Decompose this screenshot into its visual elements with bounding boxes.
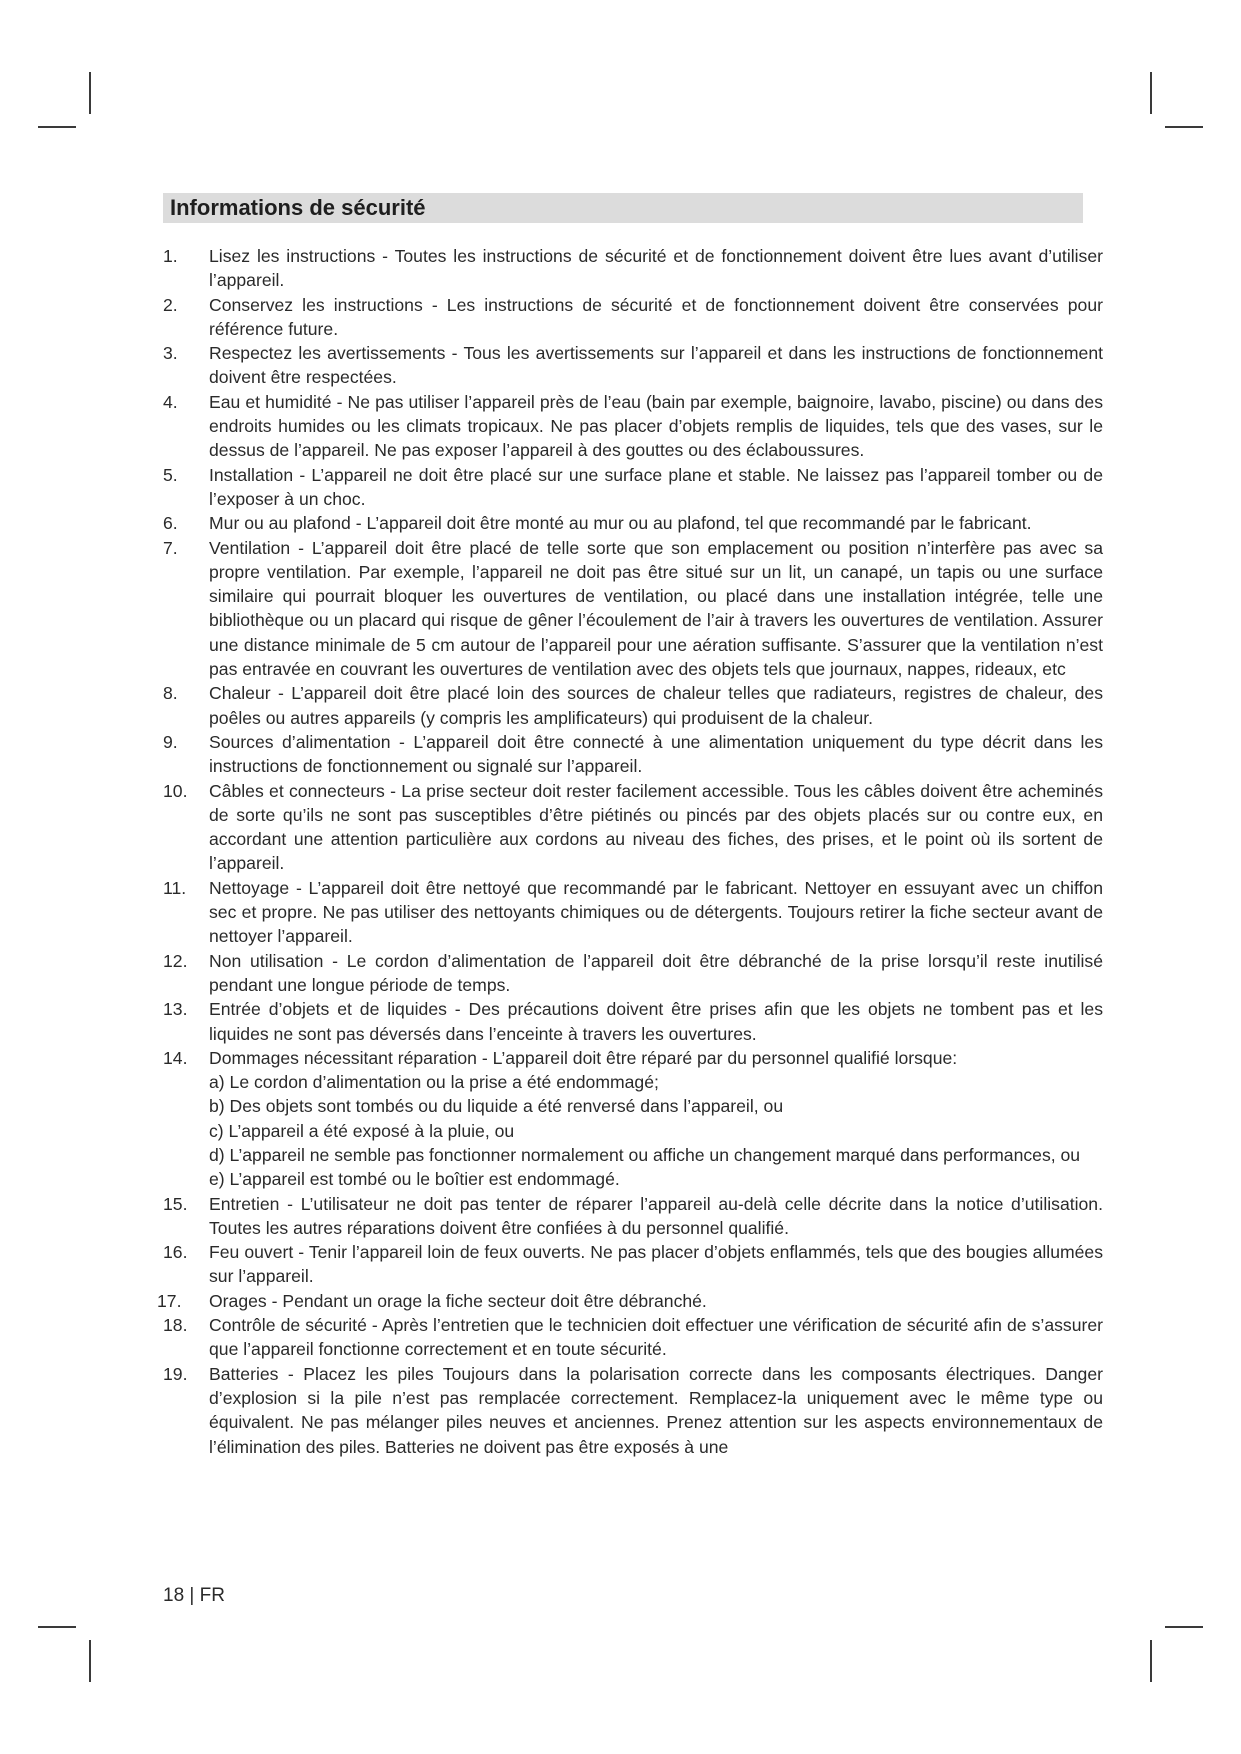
list-item-text: Entrée d’objets et de liquides - Des précautions doivent être prises afin que les objets ne tombent pas et les liquides ne sont pas déversés dans l’enceinte à travers les ouvertures. xyxy=(209,999,1103,1044)
list-item xyxy=(163,293,1103,342)
list-item-text: Nettoyage - L’appareil doit être nettoyé que recommandé par le fabricant. Nettoyer en essuyant avec un chiffon sec et propre. Ne pas utiliser des nettoyants chimiques ou de détergents. Toujours retirer la fiche secteur avant de nettoyer l’appareil. xyxy=(209,877,1103,947)
crop-mark-top-right-horizontal xyxy=(1165,126,1203,128)
list-item-number: 11. xyxy=(163,877,187,898)
list-item-number: 12. xyxy=(163,950,188,971)
list-item-text: Dommages nécessitant réparation - L’appareil doit être réparé par du personnel qualifié lorsque: xyxy=(209,1047,958,1068)
list-item-number: 14. xyxy=(163,1047,188,1068)
list-item-number: 6. xyxy=(163,513,178,534)
list-item-text: Chaleur - L’appareil doit être placé loin des sources de chaleur telles que radiateurs, registres de chaleur, des poêles ou autres appareils (y compris les amplificateurs) qui produisent de la chaleur. xyxy=(209,683,1103,728)
list-subitem: a) Le cordon d’alimentation ou la prise a été endommagé; xyxy=(209,1072,659,1093)
list-item xyxy=(163,1192,1103,1241)
list-item xyxy=(163,779,1103,876)
list-item-number: 2. xyxy=(163,294,178,315)
list-item-number: 15. xyxy=(163,1193,188,1214)
list-item-text: Mur ou au plafond - L’appareil doit être monté au mur ou au plafond, tel que recommandé par le fabricant. xyxy=(209,513,1032,534)
list-item-number: 4. xyxy=(163,391,178,412)
list-item xyxy=(163,1046,1103,1192)
list-item xyxy=(163,536,1103,682)
list-item xyxy=(163,681,1103,730)
crop-mark-top-left-vertical xyxy=(89,72,91,114)
list-item-number: 10. xyxy=(163,780,188,801)
list-item xyxy=(163,390,1103,463)
list-item xyxy=(157,1289,1103,1313)
list-item-number: 5. xyxy=(163,464,178,485)
list-item xyxy=(163,1362,1103,1459)
list-subitem: d) L’appareil ne semble pas fonctionner normalement ou affiche un changement marqué dans performances, ou xyxy=(209,1144,1081,1165)
list-item-text: Feu ouvert - Tenir l’appareil loin de feux ouverts. Ne pas placer d’objets enflammés, tels que des bougies allumées sur l’appareil. xyxy=(209,1242,1103,1287)
list-item-text: Batteries - Placez les piles Toujours dans la polarisation correcte dans les composants électriques. Danger d’explosion si la pile n’est pas remplacée correctement. Remplacez-la uniquement avec le même type ou équivalent. Ne pas mélanger piles neuves et anciennes. Prenez attention sur les aspects environnementaux de l’élimination des piles. Batteries ne doivent pas être exposés à une xyxy=(209,1363,1103,1457)
crop-mark-bottom-left-vertical xyxy=(89,1640,91,1682)
list-item-text: Orages - Pendant un orage la fiche secteur doit être débranché. xyxy=(209,1290,707,1311)
page-footer: 18 | FR xyxy=(163,1585,225,1606)
list-item-text: Installation - L’appareil ne doit être placé sur une surface plane et stable. Ne laissez pas l’appareil tomber ou de l’exposer à un choc. xyxy=(209,464,1103,509)
list-item xyxy=(163,1313,1103,1362)
crop-mark-top-right-vertical xyxy=(1150,72,1152,114)
list-item xyxy=(163,1240,1103,1289)
list-item-number: 19. xyxy=(163,1363,188,1384)
list-item-number: 1. xyxy=(163,246,178,266)
list-item-number: 13. xyxy=(163,999,188,1020)
list-item xyxy=(163,730,1103,779)
list-item-text: Ventilation - L’appareil doit être placé de telle sorte que son emplacement ou position n’interfère pas avec sa propre ventilation. Par exemple, l’appareil ne doit pas être situé sur un lit, un canapé, un tapis ou une surface similaire qui pourrait bloquer les ouvertures de ventilation, ou placé dans une installation intégrée, telle une bibliothèque ou un placard qui risque de gêner l’écoulement de l’air à travers les ouvertures de ventilation. Assurer une distance minimale de 5 cm autour de l’appareil pour une aération suffisante. S’assurer que la ventilation n’est pas entravée en couvrant les ouvertures de ventilation avec des objets tels que journaux, nappes, rideaux, etc xyxy=(209,537,1103,680)
list-item-text: Eau et humidité - Ne pas utiliser l’appareil près de l’eau (bain par exemple, baignoire, lavabo, piscine) ou dans des endroits humides ou les climats tropicaux. Ne pas placer d’objets remplis de liquides, tels que des vases, sur le dessus de l’appareil. Ne pas exposer l’appareil à des gouttes ou des éclaboussures. xyxy=(209,391,1103,461)
list-item-text: Conservez les instructions - Les instructions de sécurité et de fonctionnement doivent être conservées pour référence future. xyxy=(209,294,1103,339)
list-item xyxy=(163,997,1103,1046)
list-item-number: 3. xyxy=(163,343,178,364)
list-item-text: Sources d’alimentation - L’appareil doit être connecté à une alimentation uniquement du type décrit dans les instructions de fonctionnement ou signalé sur l’appareil. xyxy=(209,731,1103,777)
list-item xyxy=(163,244,1103,293)
list-subitem: b) Des objets sont tombés ou du liquide a été renversé dans l’appareil, ou xyxy=(209,1096,784,1117)
list-item-text: Entretien - L’utilisateur ne doit pas tenter de réparer l’appareil au-delà celle décrite dans la notice d’utilisation. Toutes les autres réparations doivent être confiées à du personnel qualifié. xyxy=(209,1193,1103,1238)
list-subitem: e) L’appareil est tombé ou le boîtier est endommagé. xyxy=(209,1169,620,1190)
section-heading-bar xyxy=(163,193,1083,223)
list-item xyxy=(163,341,1103,390)
list-item-text: Lisez les instructions - Toutes les instructions de sécurité et de fonctionnement doivent être lues avant d’utiliser l’appareil. xyxy=(209,246,1103,291)
list-item-number: 16. xyxy=(163,1242,188,1263)
crop-mark-top-left-horizontal xyxy=(38,126,76,128)
list-item-text: Non utilisation - Le cordon d’alimentation de l’appareil doit être débranché de la prise lorsqu’il reste inutilisé pendant une longue période de temps. xyxy=(209,950,1103,995)
crop-mark-bottom-right-vertical xyxy=(1150,1640,1152,1682)
crop-mark-bottom-left-horizontal xyxy=(38,1626,76,1628)
list-item-number: 8. xyxy=(163,683,178,704)
list-item-number: 7. xyxy=(163,537,178,558)
section-heading: Informations de sécurité xyxy=(170,195,426,220)
safety-instructions-list xyxy=(157,244,1103,1459)
list-item-number: 17. xyxy=(157,1290,182,1311)
list-item xyxy=(163,511,1103,535)
list-item-text: Respectez les avertissements - Tous les avertissements sur l’appareil et dans les instructions de fonctionnement doivent être respectées. xyxy=(209,343,1103,388)
list-item-number: 18. xyxy=(163,1315,188,1336)
list-item-text: Câbles et connecteurs - La prise secteur doit rester facilement accessible. Tous les câbles doivent être acheminés de sorte qu’ils ne sont pas susceptibles d’être piétinés ou pincés par des objets placés sur ou contre eux, en accordant une attention particulière aux cordons au niveau des fiches, des prises, et le point où ils sortent de l’appareil. xyxy=(209,780,1103,874)
list-item xyxy=(163,876,1103,949)
list-item xyxy=(163,463,1103,512)
list-item-number: 9. xyxy=(163,731,178,752)
list-subitem: c) L’appareil a été exposé à la pluie, ou xyxy=(209,1120,515,1141)
list-item xyxy=(163,949,1103,998)
list-item-text: Contrôle de sécurité - Après l’entretien que le technicien doit effectuer une vérification de sécurité afin de s’assurer que l’appareil fonctionne correctement et en toute sécurité. xyxy=(209,1315,1103,1360)
crop-mark-bottom-right-horizontal xyxy=(1165,1626,1203,1628)
